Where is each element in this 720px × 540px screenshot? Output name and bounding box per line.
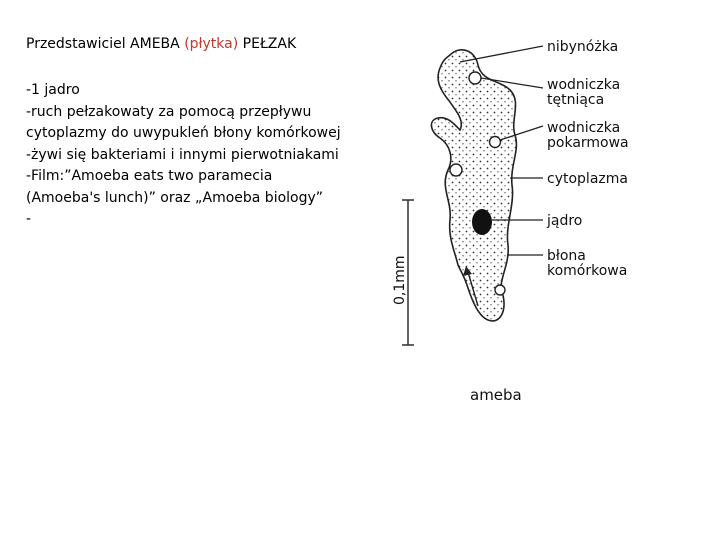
- note-line: -1 jadro: [26, 82, 80, 98]
- note-line: -Film:”Amoeba eats two paramecia: [26, 168, 273, 184]
- title-text: Przedstawiciel AMEBA: [26, 36, 185, 52]
- label-jadro: jądro: [547, 213, 583, 229]
- nucleus: [472, 209, 492, 235]
- title-red-text: (płytka): [184, 36, 239, 52]
- slide-title: [26, 36, 296, 52]
- label-blona-2: komórkowa: [547, 263, 628, 279]
- note-line: (Amoeba's lunch)” oraz „Amoeba biology”: [26, 189, 324, 206]
- label-wodniczka-tetniaca-2: tętniąca: [547, 92, 605, 108]
- amoeba-body: [431, 50, 516, 321]
- label-blona: błona: [547, 248, 586, 264]
- diagram-caption: ameba: [470, 386, 522, 404]
- title-text-end: PEŁZAK: [238, 36, 297, 52]
- label-cytoplazma: cytoplazma: [547, 171, 628, 187]
- contractile-vacuole: [469, 72, 481, 84]
- food-vacuole: [450, 164, 462, 176]
- note-line: -ruch pełzakowaty za pomocą przepływu: [26, 103, 312, 120]
- note-line: -żywi się bakteriami i innymi pierwotniakami: [26, 146, 339, 163]
- notes-list: [26, 80, 376, 231]
- label-nibynozka: nibynóżka: [547, 39, 619, 55]
- food-vacuole: [495, 285, 505, 295]
- amoeba-diagram: [360, 20, 700, 420]
- label-wodniczka-pokarmowa: wodniczka: [547, 120, 621, 136]
- label-wodniczka-pokarmowa-2: pokarmowa: [547, 135, 629, 151]
- food-vacuole: [490, 137, 501, 148]
- amoeba-svg: [360, 20, 700, 420]
- scale-label: 0,1mm: [392, 255, 408, 305]
- label-wodniczka-tetniaca: wodniczka: [547, 77, 621, 93]
- note-line: -: [26, 211, 32, 227]
- note-line: cytoplazmy do uwypukleń błony komórkowej: [26, 125, 341, 141]
